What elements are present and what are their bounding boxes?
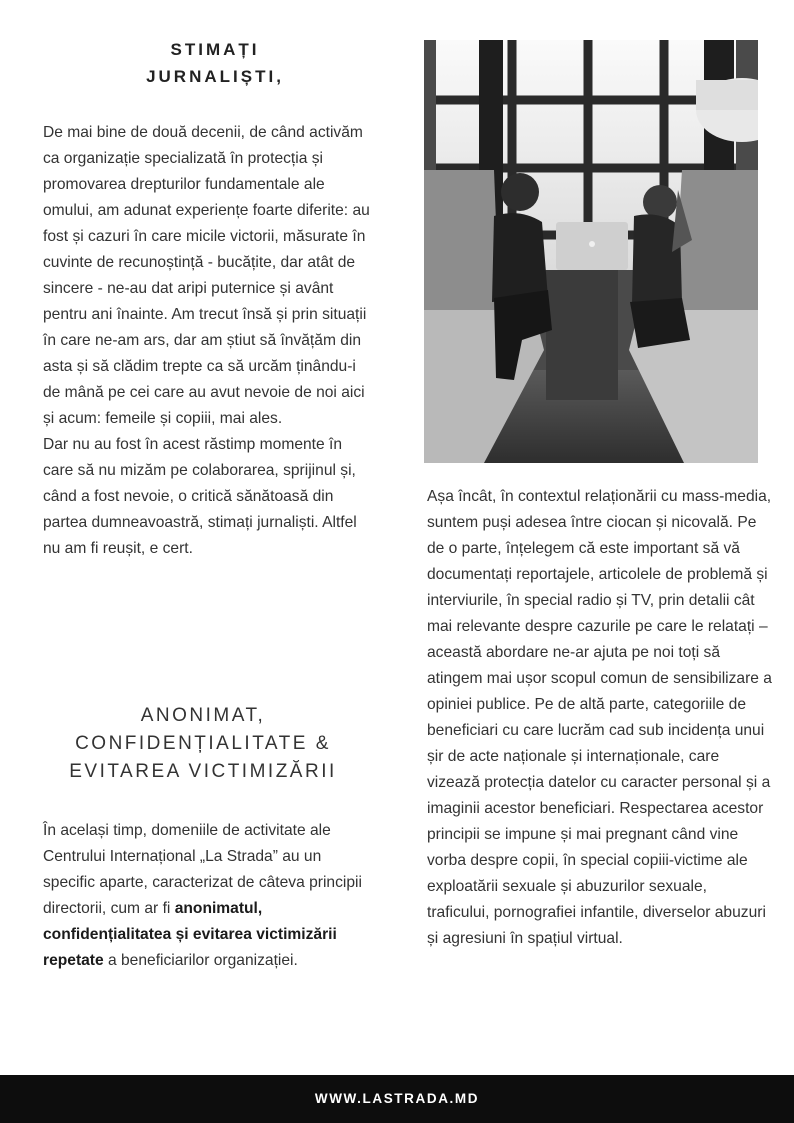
website-link[interactable]: WWW.LASTRADA.MD	[314, 1091, 480, 1106]
page-title	[100, 36, 330, 90]
section-title-line-1: ANONIMAT,	[140, 705, 266, 726]
media-relations-paragraph: Așa încât, în contextul relaționării cu mass-media, suntem puși adesea între ciocan și nicovală. Pe de o parte, înțelegem că este important să vă documentați reportajele, articolele de problemă și interviurile, în special radio și TV, prin detalii cât mai relevante despre cazurile pe care le relatați – această abordare ne-ar ajuta pe noi toți să atingem mai ușor scopul comun de sensibilizare a opiniei publice. Pe de altă parte, categoriile de beneficiari cu care lucrăm cad sub incidența unui șir de acte naționale și internaționale, care vizează protecția datelor cu caracter personal și a imaginii acestor beneficiari. Respectarea acestor principii se impune și mai pregnant când vine vorba despre copii, în special copiii-victime ale exploatării sexuale și abuzurilor sexuale, traficului, pornografiei infantile, diverselor abuzuri și agresiuni în spațiul virtual.	[427, 488, 772, 947]
anonymity-paragraph	[43, 818, 373, 974]
section-title-line-3: EVITAREA VICTIMIZĂRII	[69, 761, 337, 782]
page-title-line-2: JURNALIȘTI,	[146, 67, 284, 86]
anonymity-principles-bold: anonimatul, confidențialitatea și evitarea victimizării repetate	[43, 900, 337, 969]
intro-text	[43, 120, 373, 562]
section-title	[43, 702, 363, 786]
anonymity-text-start: În același timp, domeniile de activitate ale Centrului Internațional „La Strada” au un specific aparte, caracterizat de câteva principii directorii, cum ar fi	[43, 822, 362, 917]
section-title-line-2: CONFIDENȚIALITATE &	[75, 733, 331, 754]
intro-paragraph-2: Dar nu au fost în acest răstimp momente în care să nu mizăm pe colaborarea, sprijinul și, când a fost nevoie, o critică sănătoasă din partea dumneavoastră, stimați jurnaliști. Altfel nu am fi reușit, e cert.	[43, 436, 357, 557]
intro-paragraph-1: De mai bine de două decenii, de când activăm ca organizație specializată în protecția și promovarea drepturilor fundamentale ale omului, am adunat experiențe foarte diferite: au fost și cazuri în care micile victorii, măsurate în cuvinte de recunoștință - bucățite, dar atât de sincere - ne-au dat aripi puternice și avânt pentru ani înainte. Am trecut însă și prin situații în care ne-am ars, dar am știut să învățăm din asta și să clădim trepte ca să urcăm ținându-i de mână pe cei care au avut nevoie de noi aici și acum: femeile și copiii, mai ales.	[43, 124, 370, 427]
anonymity-text-end: a beneficiarilor organizației.	[103, 952, 298, 969]
footer-bar	[0, 1075, 794, 1123]
page-title-line-1: STIMAȚI	[170, 40, 260, 59]
meeting-photo	[424, 40, 758, 463]
